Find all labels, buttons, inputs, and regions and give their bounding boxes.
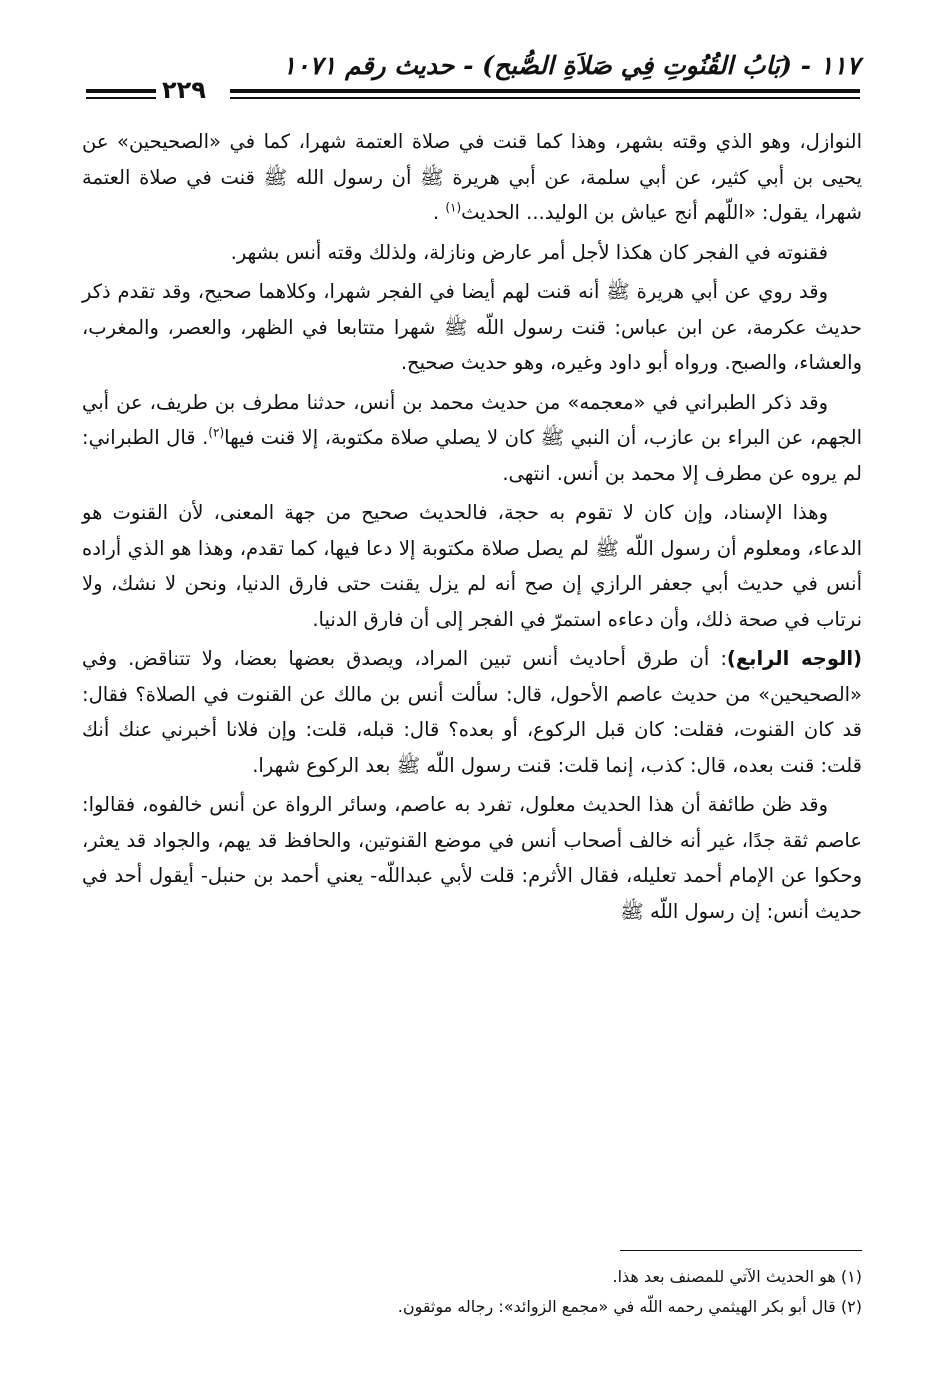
paragraph: [82, 274, 862, 381]
paragraph-text: وهذا الإسناد، وإن كان لا تقوم به حجة، فالحديث صحيح من جهة المعنى، لأن القنوت هو الدعاء، ومعلوم أن رسول اللّه ﷺ لم يصل صلاة مكتوبة إلا دعا فيها، كما تقدم، وهذا هو الذي أراده أنس في حديث أبي جعفر الرازي إن صح أنه لم يزل يقنت حتى فارق الدنيا، ونحن لا نشك، ولا نرتاب في صحة ذلك، وأن دعاءه استمرّ في الفجر إلى أن فارق الدنيا.: [82, 501, 862, 631]
footnote-marker: (١): [445, 200, 462, 215]
paragraph-text: النوازل، وهو الذي وقته بشهر، وهذا كما قنت في صلاة العتمة شهرا، كما في «الصحيحين» عن يحيى بن أبي كثير، عن أبي سلمة، عن أبي هريرة ﷺ أن رسول الله ﷺ قنت في صلاة العتمة شهرا، يقول: «اللّهم أنج عياش بن الوليد... الحديث: [82, 130, 862, 224]
paragraph-text: وقد ظن طائفة أن هذا الحديث معلول، تفرد به عاصم، وسائر الرواة عن أنس خالفوه، فقالوا: عاصم ثقة جدًا، غير أنه خالف أصحاب أنس في موضع القنوتين، والحافظ قد يهم، والجواد قد يعثر، وحكوا عن الإمام أحمد تعليله، فقال الأثرم: قلت لأبي عبداللّه- يعني أحمد بن حنبل- أيقول أحد في حديث أنس: إن رسول اللّه ﷺ: [82, 793, 862, 923]
footnote-item: (١) هو الحديث الآتي للمصنف بعد هذا.: [612, 1267, 862, 1286]
footnote-separator: [620, 1250, 862, 1251]
paragraph-tail: . قال الطبراني: لم يروه عن مطرف إلا محمد بن أنس. انتهى.: [82, 426, 862, 485]
paragraph-text: فقنوته في الفجر كان هكذا لأجل أمر عارض ونازلة، ولذلك وقته أنس بشهر.: [230, 240, 828, 264]
paragraph: [82, 385, 862, 492]
paragraph-text: وقد ذكر الطبراني في «معجمه» من حديث محمد بن أنس، حدثنا مطرف بن طريف، عن أبي الجهم، عن البراء بن عازب، أن النبي ﷺ كان لا يصلي صلاة مكتوبة، إلا قنت فيها: [82, 390, 862, 449]
paragraph: [82, 495, 862, 637]
paragraph-text: : أن طرق أحاديث أنس تبين المراد، ويصدق بعضها بعضا، ولا تتناقض. وفي «الصحيحين» من حديث عاصم الأحول، قال: سألت أنس بن مالك عن القنوت في الصلاة؟ فقال: قد كان القنوت، فقلت: كان قبل الركوع، أو بعده؟ قال: قبله، قلت: وإن فلانا أخبرني عنك أنك قلت: قنت بعده، قال: كذب، إنما قلت: قنت رسول اللّه ﷺ بعد الركوع شهرا.: [82, 647, 862, 777]
footnotes: [82, 1262, 862, 1322]
paragraph: [82, 235, 862, 271]
paragraph-tail: .: [432, 201, 446, 224]
footnote-marker: (٢): [208, 425, 225, 440]
paragraph: [82, 787, 862, 929]
paragraph: [82, 641, 862, 783]
page-number: ٢٢٩: [162, 76, 206, 104]
main-text: [82, 124, 862, 929]
page-number-rule: [86, 89, 156, 93]
paragraph-text: وقد روي عن أبي هريرة ﷺ أنه قنت لهم أيضا في الفجر شهرا، وكلاهما صحيح، وقد تقدم ذكر حديث عكرمة، عن ابن عباس: قنت رسول اللّه ﷺ شهرا متتابعا في الظهر، والعصر، والمغرب، والعشاء، والصبح. ورواه أبو داود وغيره، وهو حديث صحيح.: [82, 280, 862, 374]
page-number-rule-thin: [86, 97, 156, 99]
paragraph: [82, 124, 862, 231]
header-rule-thin: [230, 97, 860, 99]
footnote-item: (٢) قال أبو بكر الهيثمي رحمه اللّه في «مجمع الزوائد»: رجاله موثقون.: [397, 1297, 862, 1316]
page-header: [80, 48, 860, 104]
running-title: ١١٧ - (بَابُ القُنُوتِ فِي صَلاَةِ الصُّبح) - حديث رقم ١٠٧١: [282, 51, 860, 80]
header-rule: [230, 89, 860, 93]
section-heading: (الوجه الرابع): [726, 647, 863, 670]
